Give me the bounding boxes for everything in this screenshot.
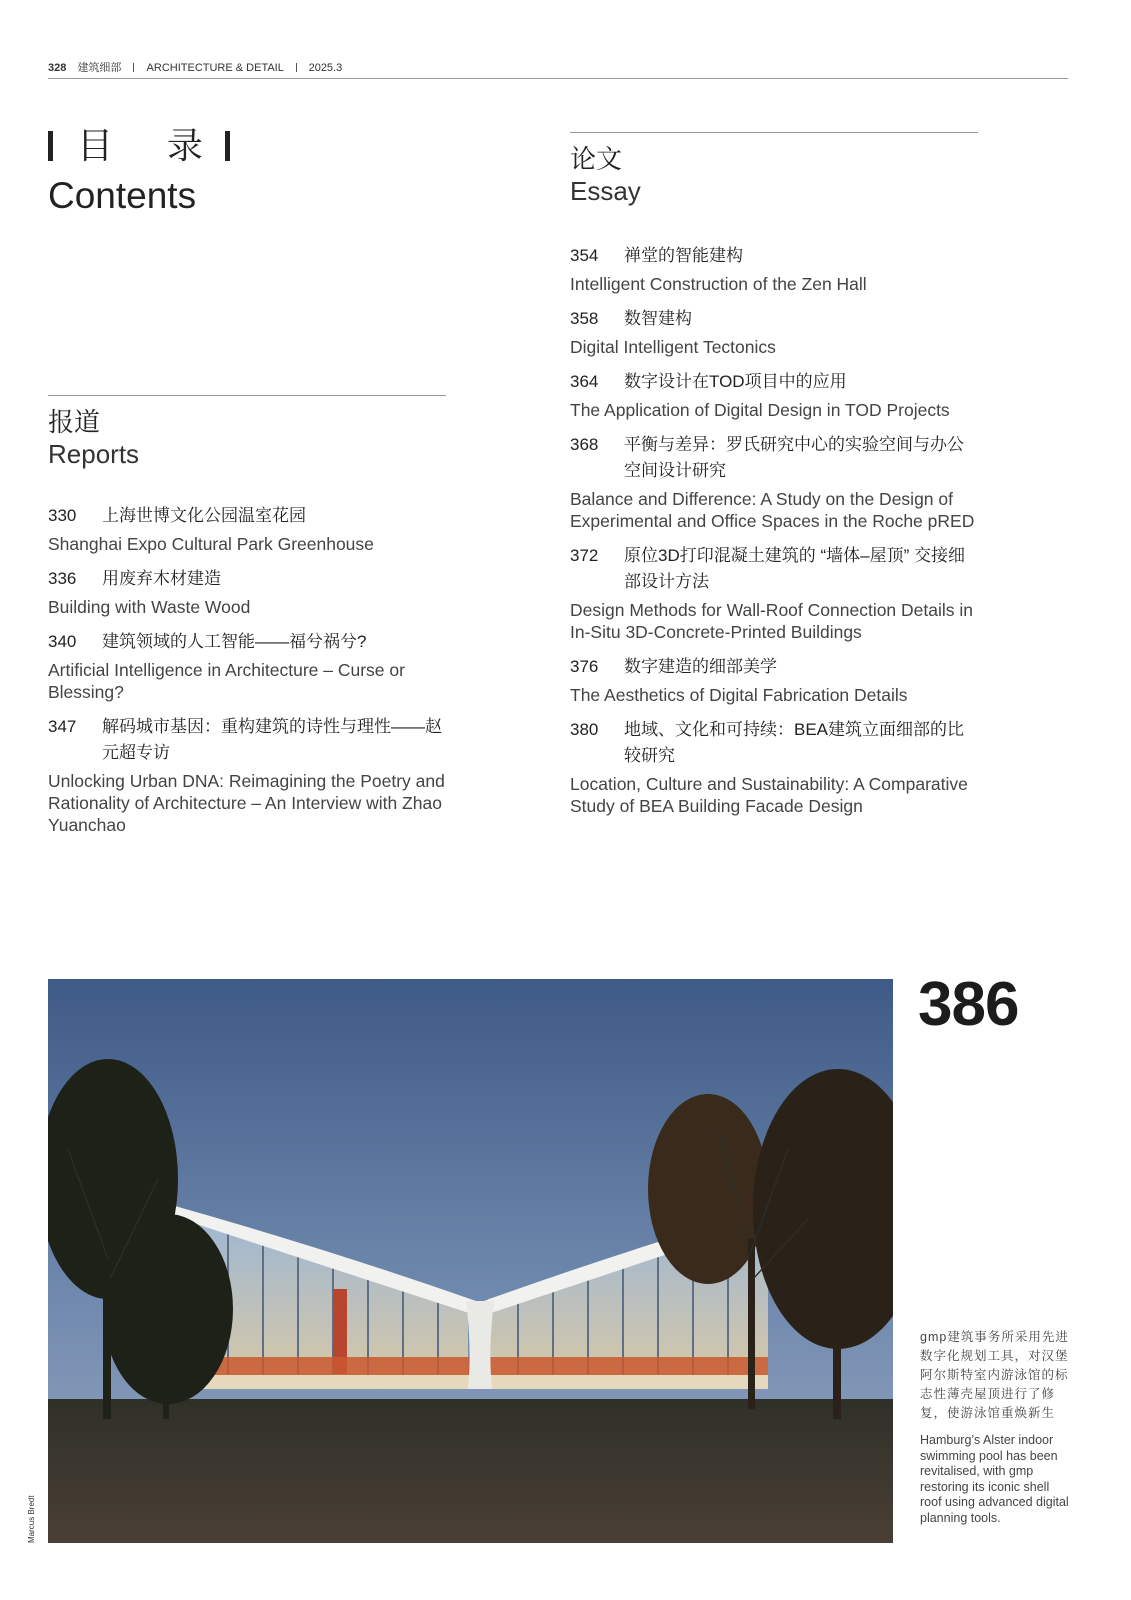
essay-list (570, 243, 980, 828)
feature-caption-en: Hamburg’s Alster indoor swimming pool has been revitalised, with gmp restoring its iconic shell roof using advanced digital planning tools. (920, 1433, 1069, 1525)
entry-page: 380 (570, 720, 599, 739)
entry-page: 347 (48, 717, 77, 736)
toc-entry[interactable] (570, 432, 980, 532)
entry-page: 358 (570, 309, 599, 328)
feature-photo[interactable] (48, 979, 893, 1543)
entry-title-en: Intelligent Construction of the Zen Hall (570, 274, 867, 294)
reports-title-zh: 报道 (48, 407, 101, 437)
entry-page: 376 (570, 657, 599, 676)
issue-number: 2025.3 (308, 62, 343, 74)
toc-entry[interactable] (48, 566, 448, 618)
feature-caption-zh: gmp建筑事务所采用先进数字化规划工具，对汉堡阿尔斯特室内游泳馆的标志性薄壳屋顶进行了修复，使游泳馆重焕新生 (920, 1330, 1069, 1420)
contents-heading (48, 124, 230, 218)
entry-title-zh: 建筑领域的人工智能——福兮祸兮? (102, 632, 367, 651)
entry-title-zh: 平衡与差异：罗氏研究中心的实验空间与办公空间设计研究 (624, 435, 964, 480)
title-bar-left (48, 131, 53, 161)
toc-entry[interactable] (570, 306, 980, 358)
entry-title-zh: 上海世博文化公园温室花园 (102, 506, 306, 525)
running-header (48, 59, 1068, 75)
essay-title-en: Essay (570, 176, 641, 206)
toc-entry[interactable] (570, 654, 980, 706)
reports-section-heading (48, 395, 446, 470)
essay-title-zh: 论文 (570, 144, 623, 174)
reports-title-en: Reports (48, 439, 140, 469)
entry-title-en: Artificial Intelligence in Architecture – Curse or Blessing? (48, 660, 405, 702)
toc-entry[interactable] (48, 714, 448, 836)
entry-title-en: Unlocking Urban DNA: Reimagining the Poetry and Rationality of Architecture – An Interview with Zhao Yuanchao (48, 771, 445, 835)
contents-title-en: Contents (48, 175, 197, 216)
entry-title-en: Design Methods for Wall-Roof Connection Details in In-Situ 3D-Concrete-Printed Buildings (570, 600, 974, 642)
reports-list (48, 503, 448, 847)
entry-title-zh: 地域、文化和可持续：BEA建筑立面细部的比较研究 (624, 720, 965, 765)
entry-title-en: The Application of Digital Design in TOD Projects (570, 400, 950, 420)
swimming-hall-illustration (48, 979, 893, 1543)
entry-title-zh: 用废弃木材建造 (102, 569, 221, 588)
journal-name-zh: 建筑细部 (77, 62, 122, 74)
entry-title-zh: 原位3D打印混凝土建筑的 “墙体–屋顶” 交接细部设计方法 (624, 546, 965, 591)
essay-section-heading (570, 132, 978, 207)
page-number: 328 (48, 62, 67, 74)
entry-title-zh: 解码城市基因：重构建筑的诗性与理性——赵元超专访 (102, 717, 442, 762)
header-rule (48, 78, 1068, 79)
entry-page: 372 (570, 546, 599, 565)
contents-title-zh: 目 录 (77, 125, 226, 166)
central-support-column (466, 1301, 494, 1389)
entry-title-en: Building with Waste Wood (48, 597, 251, 617)
entry-page: 330 (48, 506, 77, 525)
entry-title-en: The Aesthetics of Digital Fabrication Details (570, 685, 908, 705)
entry-page: 354 (570, 246, 599, 265)
entry-title-zh: 数字设计在TOD项目中的应用 (624, 372, 847, 391)
entry-title-en: Balance and Difference: A Study on the Design of Experimental and Office Spaces in the Roche pRED (570, 489, 975, 531)
section-rule (570, 132, 978, 133)
header-divider (296, 63, 297, 72)
toc-entry[interactable] (48, 503, 448, 555)
title-bar-right (225, 131, 230, 161)
entry-page: 368 (570, 435, 599, 454)
entry-title-en: Digital Intelligent Tectonics (570, 337, 776, 357)
journal-name-en: ARCHITECTURE & DETAIL (146, 62, 284, 74)
toc-entry[interactable] (48, 629, 448, 703)
entry-title-en: Shanghai Expo Cultural Park Greenhouse (48, 534, 374, 554)
entry-page: 340 (48, 632, 77, 651)
entry-page: 364 (570, 372, 599, 391)
toc-entry[interactable] (570, 369, 980, 421)
photo-credit: Marcus Bredt (27, 1495, 36, 1543)
lawn (48, 1399, 893, 1543)
toc-entry[interactable] (570, 543, 980, 643)
toc-entry[interactable] (570, 717, 980, 817)
entry-title-en: Location, Culture and Sustainability: A Comparative Study of BEA Building Facade Design (570, 774, 968, 816)
entry-title-zh: 数智建构 (624, 309, 692, 328)
entry-page: 336 (48, 569, 77, 588)
feature-page-number[interactable]: 386 (918, 970, 1019, 1039)
entry-title-zh: 数字建造的细部美学 (624, 657, 777, 676)
entry-title-zh: 禅堂的智能建构 (624, 246, 743, 265)
header-divider (133, 63, 134, 72)
toc-entry[interactable] (570, 243, 980, 295)
section-rule (48, 395, 446, 396)
